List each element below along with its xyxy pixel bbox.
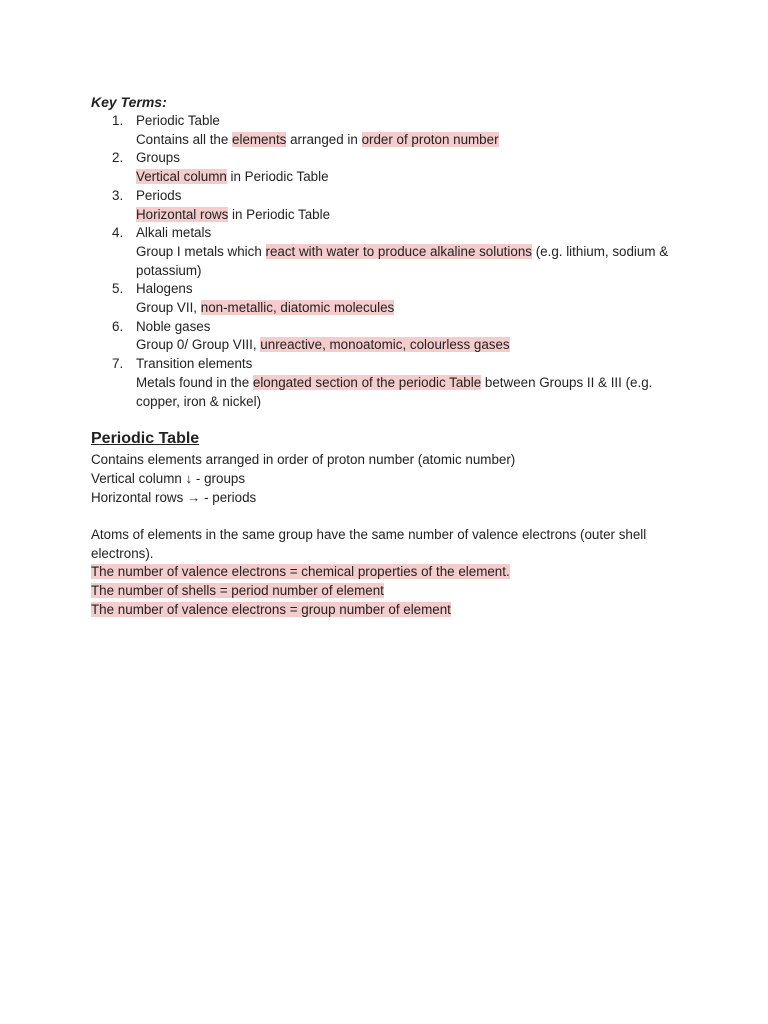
term-definition — [136, 131, 691, 150]
list-number: 2. — [112, 150, 124, 166]
definition-text: (e.g. lithium, sodium & potassium) — [136, 243, 669, 278]
highlight-line — [91, 582, 691, 601]
term-name: Transition elements — [136, 356, 253, 372]
list-number: 4. — [112, 225, 124, 241]
highlight-line — [91, 601, 691, 620]
key-term-item — [91, 112, 691, 149]
key-terms-list — [91, 112, 691, 411]
valence-paragraph: Atoms of elements in the same group have the same number of valence electrons (outer shell electrons). — [91, 527, 647, 561]
highlighted-text: The number of valence electrons = chemical properties of the element. — [91, 564, 510, 580]
highlighted-text: Horizontal rows — [136, 206, 229, 222]
key-term-item — [91, 224, 691, 280]
highlighted-text: Vertical column — [136, 169, 227, 185]
list-number: 7. — [112, 356, 124, 372]
term-name: Periodic Table — [136, 113, 220, 128]
periodic-table-line: Contains elements arranged in order of proton number (atomic number) — [91, 452, 516, 468]
term-name: Alkali metals — [136, 225, 212, 241]
document-body — [91, 93, 691, 620]
list-number: 1. — [112, 113, 124, 128]
highlighted-text: elongated section of the periodic Table — [252, 374, 482, 390]
definition-text: Contains all the — [136, 131, 233, 147]
key-terms-heading: Key Terms: — [91, 94, 167, 110]
highlighted-text: The number of valence electrons = group number of element — [91, 601, 451, 617]
blank-line — [91, 507, 691, 526]
key-term-item — [91, 318, 691, 355]
periodic-table-heading: Periodic Table — [91, 430, 200, 448]
term-definition — [136, 336, 691, 355]
highlighted-text: order of proton number — [361, 131, 499, 147]
definition-text: Group VII, — [136, 300, 201, 316]
term-name: Groups — [136, 150, 180, 166]
term-name: Halogens — [136, 281, 193, 297]
list-number: 5. — [112, 281, 124, 297]
list-number: 6. — [112, 318, 124, 334]
highlighted-text: react with water to produce alkaline solutions — [265, 243, 532, 259]
term-definition — [136, 243, 691, 280]
periodic-table-line: Horizontal rows → - periods — [91, 489, 257, 505]
highlighted-text: unreactive, monoatomic, colourless gases — [260, 337, 510, 353]
highlight-line — [91, 563, 691, 582]
key-term-item — [91, 280, 691, 317]
definition-text: Metals found in the — [136, 374, 253, 390]
definition-text: Group 0/ Group VIII, — [136, 337, 261, 353]
definition-text: in Periodic Table — [226, 169, 329, 185]
definition-text: between Groups II & III (e.g. copper, iron & nickel) — [136, 374, 653, 409]
key-term-item — [91, 187, 691, 224]
highlighted-text: non-metallic, diatomic molecules — [200, 300, 395, 316]
term-definition — [136, 168, 691, 187]
term-name: Noble gases — [136, 318, 211, 334]
periodic-table-line: Vertical column ↓ - groups — [91, 470, 246, 486]
highlighted-text: The number of shells = period number of element — [91, 583, 384, 599]
highlighted-text: elements — [232, 131, 287, 147]
definition-text: in Periodic Table — [228, 206, 331, 222]
term-definition — [136, 206, 691, 225]
definition-text: arranged in — [286, 131, 362, 147]
list-number: 3. — [112, 187, 124, 203]
key-term-item — [91, 149, 691, 186]
term-definition — [136, 374, 691, 411]
definition-text: Group I metals which — [136, 243, 266, 259]
key-term-item — [91, 355, 691, 411]
term-definition — [136, 299, 691, 318]
term-name: Periods — [136, 187, 182, 203]
